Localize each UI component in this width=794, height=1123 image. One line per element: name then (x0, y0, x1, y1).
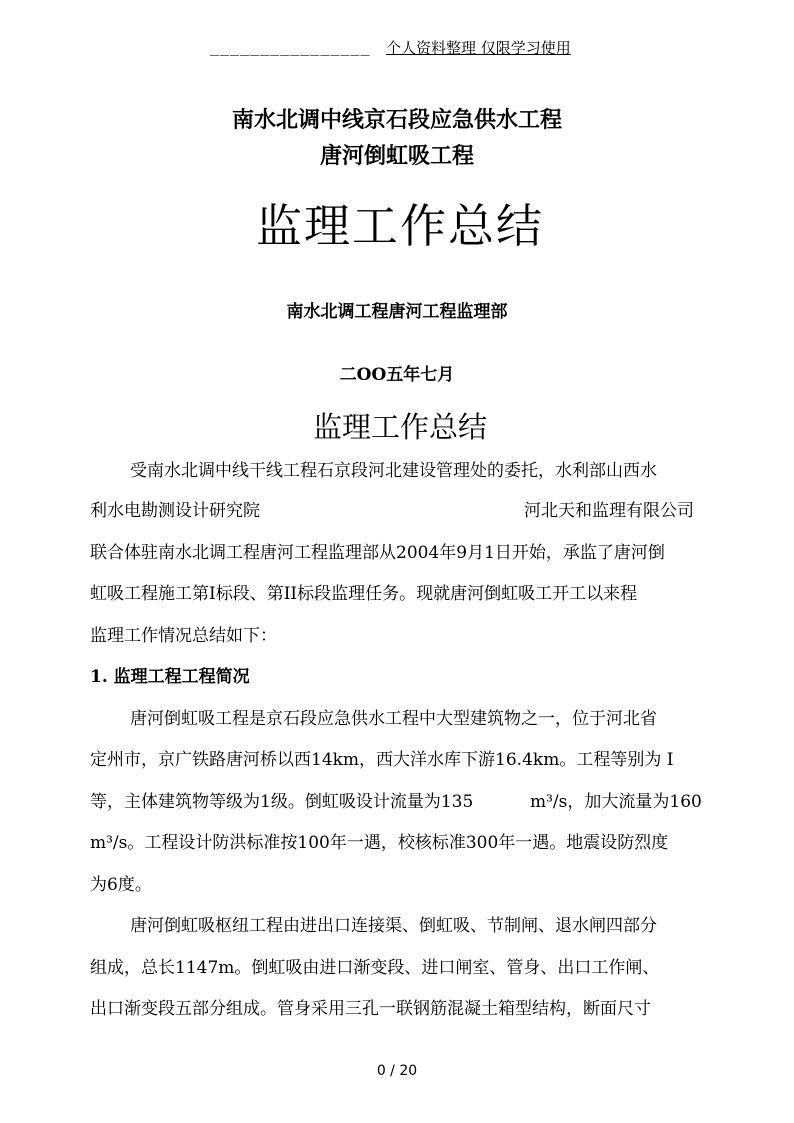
cover-organization: 南水北调工程唐河工程监理部 (286, 302, 508, 322)
heading-1: 1. 监理工程工程简况 (90, 667, 250, 687)
intro-line: 联合体驻南水北调工程唐河工程监理部从2004年9月1日开始，承监了唐河倒 (90, 543, 665, 563)
intro-line: 虹吸工程施工第I标段、第II标段监理任务。现就唐河倒虹吸工开工以来程 (90, 584, 638, 604)
para1-line: 定州市，京广铁路唐河桥以西14km，西大洋水库下游16.4km。工程等别为 I (90, 750, 674, 770)
para1-line: 为6度。 (90, 875, 152, 895)
para1-line: 唐河倒虹吸工程是京石段应急供水工程中大型建筑物之一，位于河北省 (130, 709, 657, 729)
cover-title-line1: 南水北调中线京石段应急供水工程 (231, 107, 562, 133)
header-note: 个人资料整理 仅限学习使用 (386, 39, 571, 57)
cover-title-line2: 唐河倒虹吸工程 (319, 143, 474, 169)
cover-date: 二OO五年七月 (339, 365, 455, 385)
header-dashes: ________________ (210, 38, 371, 56)
intro-line: 监理工作情况总结如下： (90, 626, 277, 646)
intro-line: 利水电勘测设计研究院 (90, 501, 260, 521)
para1-line: 等，主体建筑物等级为1级。倒虹吸设计流量为135 (90, 792, 474, 812)
para2-line: 组成，总长1147m。倒虹吸由进口渐变段、进口闸室、管身、出口工作闸、 (90, 958, 660, 978)
section-title: 监理工作总结 (312, 410, 487, 444)
intro-line: 受南水北调中线干线工程石京段河北建设管理处的委托，水利部山西水 (130, 461, 657, 481)
intro-line: 河北天和监理有限公司 (524, 501, 694, 521)
para1-line: m³/s，加大流量为160 (530, 792, 702, 812)
page-number: 0 / 20 (376, 1063, 418, 1079)
para2-line: 出口渐变段五部分组成。管身采用三孔一联钢筋混凝土箱型结构，断面尺寸 (90, 999, 651, 1019)
para1-line: m³/s。工程设计防洪标准按100年一遇，校核标准300年一遇。地震设防烈度 (90, 833, 669, 853)
cover-main-title: 监理工作总结 (256, 199, 544, 253)
para2-line: 唐河倒虹吸枢纽工程由进出口连接渠、倒虹吸、节制闸、退水闸四部分 (130, 916, 657, 936)
